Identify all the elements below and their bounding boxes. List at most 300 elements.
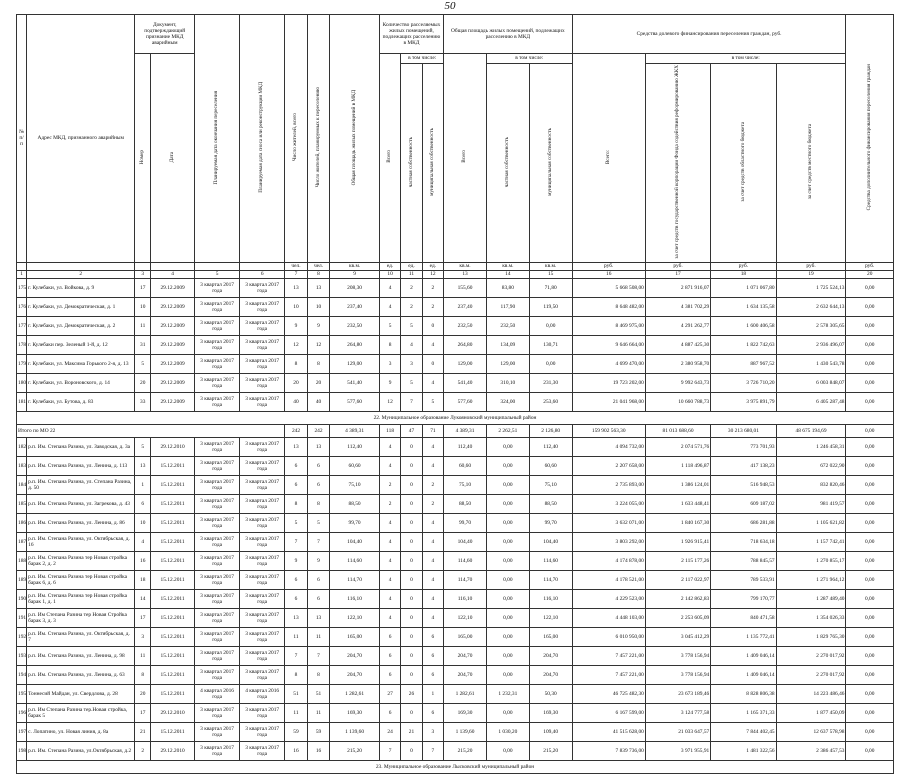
header-num: № п/п (17, 15, 27, 263)
total-area-cell: 169,30 (330, 703, 380, 722)
funds-budget-cell: 773 701,93 (711, 437, 776, 456)
total-area-cell: 1 139,60 (330, 722, 380, 741)
header-funds-incl: в том числе: (645, 54, 846, 64)
funds-budget-cell: 1 165 371,33 (711, 703, 776, 722)
table-row (17, 684, 894, 703)
count-private-cell: 0 (401, 589, 422, 608)
table-row (17, 278, 894, 297)
column-number-cell: 11 (401, 270, 422, 278)
count-private-cell: 0 (401, 551, 422, 570)
header-count-private: частная собственность (407, 136, 414, 187)
area-private-cell: 0,00 (486, 475, 529, 494)
area-municipal-cell: 99,70 (529, 513, 572, 532)
area-private-cell: 0,00 (486, 437, 529, 456)
unit-cell: руб. (846, 262, 894, 270)
total-area-cell: 114,60 (330, 551, 380, 570)
funds-total-cell: 5 668 508,00 (572, 278, 645, 297)
doc-number-cell: 5 (135, 437, 151, 456)
area-municipal-cell: 169,30 (529, 703, 572, 722)
doc-date-cell: 15.12.2011 (151, 722, 195, 741)
unit-cell: кв.м. (486, 262, 529, 270)
address-cell: г. Кулебаки, ул. Максима Горького 2-я, д. 13 (27, 354, 135, 373)
funds-fund-cell: 2 871 916,07 (645, 278, 710, 297)
residents-total-cell: 7 (285, 646, 308, 665)
funds-fund-cell: 3 778 156,94 (645, 665, 710, 684)
planned-demolition-cell: 3 квартал 2017 года (240, 703, 285, 722)
row-number-cell: 195 (17, 684, 27, 703)
row-number-cell: 183 (17, 456, 27, 475)
area-private-cell: 0,00 (486, 608, 529, 627)
area-total-cell: 116,10 (444, 589, 487, 608)
count-municipal-cell: 4 (422, 335, 443, 354)
total-res-cell: 242 (285, 424, 308, 437)
count-municipal-cell: 4 (422, 456, 443, 475)
funds-local-cell: 2 936 496,07 (776, 335, 846, 354)
funds-local-cell: 1 430 543,78 (776, 354, 846, 373)
row-number-cell: 186 (17, 513, 27, 532)
total-fe-cell: 0,00 (846, 424, 894, 437)
area-total-cell: 75,10 (444, 475, 487, 494)
total-area-cell: 232,50 (330, 316, 380, 335)
funds-total-cell: 2 735 893,00 (572, 475, 645, 494)
funds-fund-cell: 10 660 788,73 (645, 392, 710, 411)
funds-budget-cell: 516 948,53 (711, 475, 776, 494)
area-total-cell: 129,00 (444, 354, 487, 373)
table-row (17, 627, 894, 646)
address-cell: г. Кулебаки, ул. Войкова, д. 9 (27, 278, 135, 297)
residents-total-cell: 9 (285, 316, 308, 335)
area-private-cell: 0,00 (486, 589, 529, 608)
residents-total-cell: 16 (285, 741, 308, 760)
count-private-cell: 7 (401, 392, 422, 411)
row-number-cell: 178 (17, 335, 27, 354)
area-municipal-cell: 71,80 (529, 278, 572, 297)
funds-extra-cell: 0,00 (846, 297, 894, 316)
table-row (17, 297, 894, 316)
area-private-cell: 232,50 (486, 316, 529, 335)
total-area-cell: 264,80 (330, 335, 380, 354)
funds-local-cell: 1 270 855,17 (776, 551, 846, 570)
total-ff-cell: 81 013 688,60 (645, 424, 710, 437)
count-municipal-cell: 6 (422, 665, 443, 684)
total-area-cell: 75,10 (330, 475, 380, 494)
area-total-cell: 1 139,60 (444, 722, 487, 741)
table-row (17, 373, 894, 392)
row-number-cell: 176 (17, 297, 27, 316)
table-row (17, 513, 894, 532)
funds-budget-cell: 1 822 742,63 (711, 335, 776, 354)
doc-date-cell: 15.12.2011 (151, 494, 195, 513)
section-22-header (17, 411, 894, 424)
total-fl-cell: 48 675 194,69 (776, 424, 846, 437)
count-total-cell: 4 (379, 456, 400, 475)
count-municipal-cell: 6 (422, 627, 443, 646)
planned-demolition-cell: 3 квартал 2017 года (240, 608, 285, 627)
residents-planned-cell: 6 (307, 589, 330, 608)
doc-number-cell: 1 (135, 475, 151, 494)
funds-budget-cell: 788 845,57 (711, 551, 776, 570)
total-area-cell: 204,70 (330, 665, 380, 684)
row-number-cell: 198 (17, 741, 27, 760)
area-private-cell: 0,00 (486, 646, 529, 665)
funds-local-cell: 1 271 964,12 (776, 570, 846, 589)
funds-total-cell: 6 167 599,00 (572, 703, 645, 722)
area-private-cell: 0,00 (486, 456, 529, 475)
funds-total-cell: 3 803 292,00 (572, 532, 645, 551)
funds-extra-cell: 0,00 (846, 354, 894, 373)
unit-cell (17, 262, 27, 270)
address-cell: Тоннесий Майдан, ул. Свердлова, д. 28 (27, 684, 135, 703)
count-total-cell: 5 (379, 316, 400, 335)
column-number-cell: 12 (422, 270, 443, 278)
funds-fund-cell: 1 926 915,41 (645, 532, 710, 551)
unit-cell (27, 262, 135, 270)
address-cell: р.п. Им. Степана Разина, ул. Ленина, д. 113 (27, 456, 135, 475)
area-total-cell: 165,00 (444, 627, 487, 646)
doc-date-cell: 15.12.2011 (151, 570, 195, 589)
total-area-cell: 215,20 (330, 741, 380, 760)
doc-date-cell: 29.12.2010 (151, 741, 195, 760)
count-private-cell: 0 (401, 570, 422, 589)
residents-planned-cell: 8 (307, 354, 330, 373)
address-cell: р.п. Им. Степана Разина, ул. Ленина, д. 86 (27, 513, 135, 532)
address-cell: р.п. Им. Степана Разина, ул. Загрекова, д. 43 (27, 494, 135, 513)
funds-total-cell: 2 207 658,00 (572, 456, 645, 475)
planned-relocation-cell: 3 квартал 2017 года (195, 475, 240, 494)
funds-total-cell: 3 632 071,00 (572, 513, 645, 532)
residents-planned-cell: 7 (307, 646, 330, 665)
area-private-cell: 134,09 (486, 335, 529, 354)
count-municipal-cell: 2 (422, 297, 443, 316)
count-municipal-cell: 2 (422, 494, 443, 513)
funds-local-cell: 2 270 017,92 (776, 665, 846, 684)
doc-date-cell: 15.12.2011 (151, 551, 195, 570)
funds-total-cell: 4 699 470,00 (572, 354, 645, 373)
count-total-cell: 6 (379, 665, 400, 684)
doc-date-cell: 15.12.2011 (151, 532, 195, 551)
funds-extra-cell: 0,00 (846, 741, 894, 760)
section-23-header-title: 23. Муниципальное образование Лысковский муниципальный район (17, 760, 894, 773)
residents-total-cell: 6 (285, 475, 308, 494)
doc-date-cell: 29.12.2009 (151, 354, 195, 373)
residents-planned-cell: 6 (307, 570, 330, 589)
funds-budget-cell: 1 071 067,80 (711, 278, 776, 297)
funds-local-cell: 2 578 305,65 (776, 316, 846, 335)
unit-cell: руб. (645, 262, 710, 270)
row-number-cell: 189 (17, 570, 27, 589)
doc-date-cell: 15.12.2011 (151, 627, 195, 646)
column-number-cell: 17 (645, 270, 710, 278)
doc-number-cell: 10 (135, 513, 151, 532)
row-number-cell: 177 (17, 316, 27, 335)
funds-local-cell: 2 632 644,13 (776, 297, 846, 316)
row-number-cell: 196 (17, 703, 27, 722)
funds-extra-cell: 0,00 (846, 551, 894, 570)
count-total-cell: 4 (379, 297, 400, 316)
funds-total-cell: 4 448 103,00 (572, 608, 645, 627)
planned-demolition-cell: 3 квартал 2017 года (240, 354, 285, 373)
funds-fund-cell: 9 992 643,73 (645, 373, 710, 392)
funds-fund-cell: 1 633 448,41 (645, 494, 710, 513)
count-private-cell: 0 (401, 532, 422, 551)
planned-relocation-cell: 3 квартал 2017 года (195, 665, 240, 684)
column-number-cell: 1 (17, 270, 27, 278)
doc-number-cell: 5 (135, 354, 151, 373)
funds-fund-cell: 2 380 958,70 (645, 354, 710, 373)
area-municipal-cell: 204,70 (529, 665, 572, 684)
funds-extra-cell: 0,00 (846, 570, 894, 589)
table-row (17, 456, 894, 475)
total-area-cell: 60,60 (330, 456, 380, 475)
unit-cell: руб. (572, 262, 645, 270)
total-area-cell: 208,30 (330, 278, 380, 297)
funds-extra-cell: 0,00 (846, 335, 894, 354)
doc-number-cell: 11 (135, 316, 151, 335)
area-private-cell: 324,00 (486, 392, 529, 411)
count-total-cell: 2 (379, 475, 400, 494)
funds-local-cell: 6 003 848,07 (776, 373, 846, 392)
funds-fund-cell: 2 253 605,09 (645, 608, 710, 627)
count-private-cell: 0 (401, 741, 422, 760)
area-municipal-cell: 114,70 (529, 570, 572, 589)
planned-demolition-cell: 3 квартал 2017 года (240, 665, 285, 684)
column-number-cell: 9 (330, 270, 380, 278)
table-row (17, 703, 894, 722)
count-private-cell: 0 (401, 608, 422, 627)
unit-cell: руб. (711, 262, 776, 270)
area-total-cell: 215,20 (444, 741, 487, 760)
planned-relocation-cell: 3 квартал 2017 года (195, 532, 240, 551)
planned-demolition-cell: 3 квартал 2017 года (240, 297, 285, 316)
table-row (17, 741, 894, 760)
count-total-cell: 4 (379, 589, 400, 608)
doc-date-cell: 15.12.2011 (151, 456, 195, 475)
column-number-cell: 8 (307, 270, 330, 278)
total-area-cell: 165,00 (330, 627, 380, 646)
funds-total-cell: 7 839 736,00 (572, 741, 645, 760)
header-planned-demolition: Планируемая дата сноса или реконструкции МКД (258, 81, 265, 193)
count-total-cell: 24 (379, 722, 400, 741)
funds-fund-cell: 4 887 425,30 (645, 335, 710, 354)
unit-cell (195, 262, 240, 270)
address-cell: р.п. Им Степана Разина тер.Новая стройка, барак 5 (27, 703, 135, 722)
count-total-cell: 4 (379, 551, 400, 570)
address-cell: г. Кулебаки, ул. Демократическая, д. 2 (27, 316, 135, 335)
total-area-cell: 116,10 (330, 589, 380, 608)
doc-number-cell: 17 (135, 278, 151, 297)
planned-relocation-cell: 3 квартал 2017 года (195, 354, 240, 373)
planned-relocation-cell: 3 квартал 2017 года (195, 513, 240, 532)
planned-demolition-cell: 3 квартал 2017 года (240, 551, 285, 570)
planned-demolition-cell: 3 квартал 2017 года (240, 278, 285, 297)
table-row (17, 335, 894, 354)
count-municipal-cell: 6 (422, 703, 443, 722)
housing-relocation-table (16, 14, 894, 774)
count-municipal-cell: 4 (422, 589, 443, 608)
header-funds-extra: Средства дополнительного финансирования переселения граждан (865, 64, 872, 211)
count-private-cell: 0 (401, 703, 422, 722)
row-number-cell: 182 (17, 437, 27, 456)
count-municipal-cell: 5 (422, 392, 443, 411)
header-doc-number: Номер (138, 149, 145, 165)
header-funds-total: Всего: (604, 149, 611, 164)
funds-fund-cell: 3 778 156,94 (645, 646, 710, 665)
planned-relocation-cell: 3 квартал 2017 года (195, 646, 240, 665)
funds-extra-cell: 0,00 (846, 627, 894, 646)
header-residents-planned: Число жителей, планируемых к переселению (314, 87, 321, 188)
funds-local-cell: 1 105 621,82 (776, 513, 846, 532)
count-total-cell: 27 (379, 684, 400, 703)
planned-demolition-cell: 3 квартал 2017 года (240, 494, 285, 513)
funds-extra-cell: 0,00 (846, 665, 894, 684)
row-number-cell: 188 (17, 551, 27, 570)
count-total-cell: 2 (379, 494, 400, 513)
section-22-header-title: 22. Муниципальное образование Лукояновский муниципальный район (17, 411, 894, 424)
table-row (17, 608, 894, 627)
residents-planned-cell: 51 (307, 684, 330, 703)
residents-planned-cell: 16 (307, 741, 330, 760)
planned-demolition-cell: 3 квартал 2017 года (240, 456, 285, 475)
funds-local-cell: 1 829 765,30 (776, 627, 846, 646)
funds-budget-cell: 1 409 046,14 (711, 646, 776, 665)
funds-local-cell: 1 157 742,41 (776, 532, 846, 551)
planned-demolition-cell: 3 квартал 2017 года (240, 722, 285, 741)
residents-planned-cell: 6 (307, 456, 330, 475)
area-municipal-cell: 50,30 (529, 684, 572, 703)
residents-total-cell: 13 (285, 608, 308, 627)
funds-extra-cell: 0,00 (846, 278, 894, 297)
header-count-total: Всего (386, 150, 393, 164)
funds-fund-cell: 2 115 177,26 (645, 551, 710, 570)
funds-budget-cell: 1 135 772,41 (711, 627, 776, 646)
planned-relocation-cell: 3 квартал 2017 года (195, 278, 240, 297)
address-cell: г. Кулебаки, ул. Демократическая, д. 1 (27, 297, 135, 316)
count-private-cell: 2 (401, 297, 422, 316)
count-private-cell: 5 (401, 316, 422, 335)
area-total-cell: 114,60 (444, 551, 487, 570)
funds-fund-cell: 21 033 647,57 (645, 722, 710, 741)
doc-number-cell: 33 (135, 392, 151, 411)
row-number-cell: 191 (17, 608, 27, 627)
area-private-cell: 0,00 (486, 551, 529, 570)
funds-budget-cell: 718 634,18 (711, 532, 776, 551)
residents-total-cell: 6 (285, 589, 308, 608)
funds-total-cell: 4 178 521,00 (572, 570, 645, 589)
header-area-private: частная собственность (503, 136, 510, 187)
count-private-cell: 3 (401, 354, 422, 373)
residents-total-cell: 6 (285, 570, 308, 589)
count-private-cell: 0 (401, 513, 422, 532)
residents-total-cell: 11 (285, 627, 308, 646)
residents-planned-cell: 13 (307, 437, 330, 456)
count-total-cell: 4 (379, 437, 400, 456)
column-number-row (17, 270, 894, 278)
doc-number-cell: 20 (135, 373, 151, 392)
funds-total-cell: 8 648 482,00 (572, 297, 645, 316)
unit-cell (135, 262, 151, 270)
residents-planned-cell: 40 (307, 392, 330, 411)
funds-fund-cell: 1 840 167,30 (645, 513, 710, 532)
address-cell: р.п. Им. Степана Разина, ул.Октябрьская, д.2 (27, 741, 135, 760)
doc-number-cell: 18 (135, 570, 151, 589)
residents-total-cell: 10 (285, 297, 308, 316)
planned-relocation-cell: 3 квартал 2017 года (195, 494, 240, 513)
header-area-total: Всего (461, 150, 468, 164)
funds-budget-cell: 417 138,23 (711, 456, 776, 475)
funds-extra-cell: 0,00 (846, 456, 894, 475)
area-total-cell: 264,80 (444, 335, 487, 354)
planned-relocation-cell: 3 квартал 2017 года (195, 551, 240, 570)
total-area-cell: 204,70 (330, 646, 380, 665)
area-municipal-cell: 122,10 (529, 608, 572, 627)
address-cell: р.п. Им. Степана Разина, ул. Степана Разина, д. 50 (27, 475, 135, 494)
header-area-municipal: муниципальная собственность (546, 127, 553, 196)
column-number-cell: 14 (486, 270, 529, 278)
doc-date-cell: 15.12.2011 (151, 589, 195, 608)
residents-planned-cell: 9 (307, 551, 330, 570)
column-number-cell: 16 (572, 270, 645, 278)
funds-fund-cell: 4 291 262,77 (645, 316, 710, 335)
count-private-cell: 0 (401, 627, 422, 646)
unit-cell: кв.м. (529, 262, 572, 270)
count-municipal-cell: 3 (422, 722, 443, 741)
area-private-cell: 0,00 (486, 703, 529, 722)
count-private-cell: 0 (401, 494, 422, 513)
doc-date-cell: 15.12.2011 (151, 608, 195, 627)
funds-budget-cell: 789 533,91 (711, 570, 776, 589)
doc-number-cell: 14 (135, 589, 151, 608)
funds-total-cell: 7 457 221,00 (572, 665, 645, 684)
planned-demolition-cell: 3 квартал 2017 года (240, 627, 285, 646)
table-row (17, 532, 894, 551)
column-number-cell: 4 (151, 270, 195, 278)
area-municipal-cell: 119,50 (529, 297, 572, 316)
funds-total-cell: 41 515 628,00 (572, 722, 645, 741)
address-cell: р.п. Им. Степана Разина, ул. Заводская, д. 3а (27, 437, 135, 456)
count-municipal-cell: 2 (422, 278, 443, 297)
address-cell: р.п. Им. Степана Разина тер Новая стройка барак 6, д. 6 (27, 570, 135, 589)
row-number-cell: 192 (17, 627, 27, 646)
total-at-cell: 4 389,31 (444, 424, 487, 437)
area-municipal-cell: 231,30 (529, 373, 572, 392)
doc-number-cell: 16 (135, 551, 151, 570)
header-funds-fund: за счет средств государственной корпорации Фонда содействия реформированию ЖКХ (674, 65, 681, 259)
count-total-cell: 12 (379, 392, 400, 411)
funds-extra-cell: 0,00 (846, 437, 894, 456)
row-number-cell: 194 (17, 665, 27, 684)
residents-planned-cell: 20 (307, 373, 330, 392)
residents-planned-cell: 7 (307, 532, 330, 551)
funds-fund-cell: 2 117 022,97 (645, 570, 710, 589)
doc-number-cell: 13 (135, 456, 151, 475)
doc-date-cell: 29.12.2009 (151, 297, 195, 316)
area-total-cell: 237,40 (444, 297, 487, 316)
planned-relocation-cell: 3 квартал 2017 года (195, 335, 240, 354)
total-ap-cell: 2 262,51 (486, 424, 529, 437)
area-private-cell: 83,80 (486, 278, 529, 297)
doc-date-cell: 29.12.2009 (151, 373, 195, 392)
address-cell: р.п. Им. Степана Разина, ул. Октябрьская, д. 16 (27, 532, 135, 551)
funds-fund-cell: 3 045 412,29 (645, 627, 710, 646)
table-row (17, 475, 894, 494)
residents-total-cell: 6 (285, 456, 308, 475)
total-area-cell: 104,40 (330, 532, 380, 551)
total-area-cell: 88,50 (330, 494, 380, 513)
unit-cell: ед. (401, 262, 422, 270)
row-number-cell: 175 (17, 278, 27, 297)
table-row (17, 392, 894, 411)
funds-extra-cell: 0,00 (846, 494, 894, 513)
